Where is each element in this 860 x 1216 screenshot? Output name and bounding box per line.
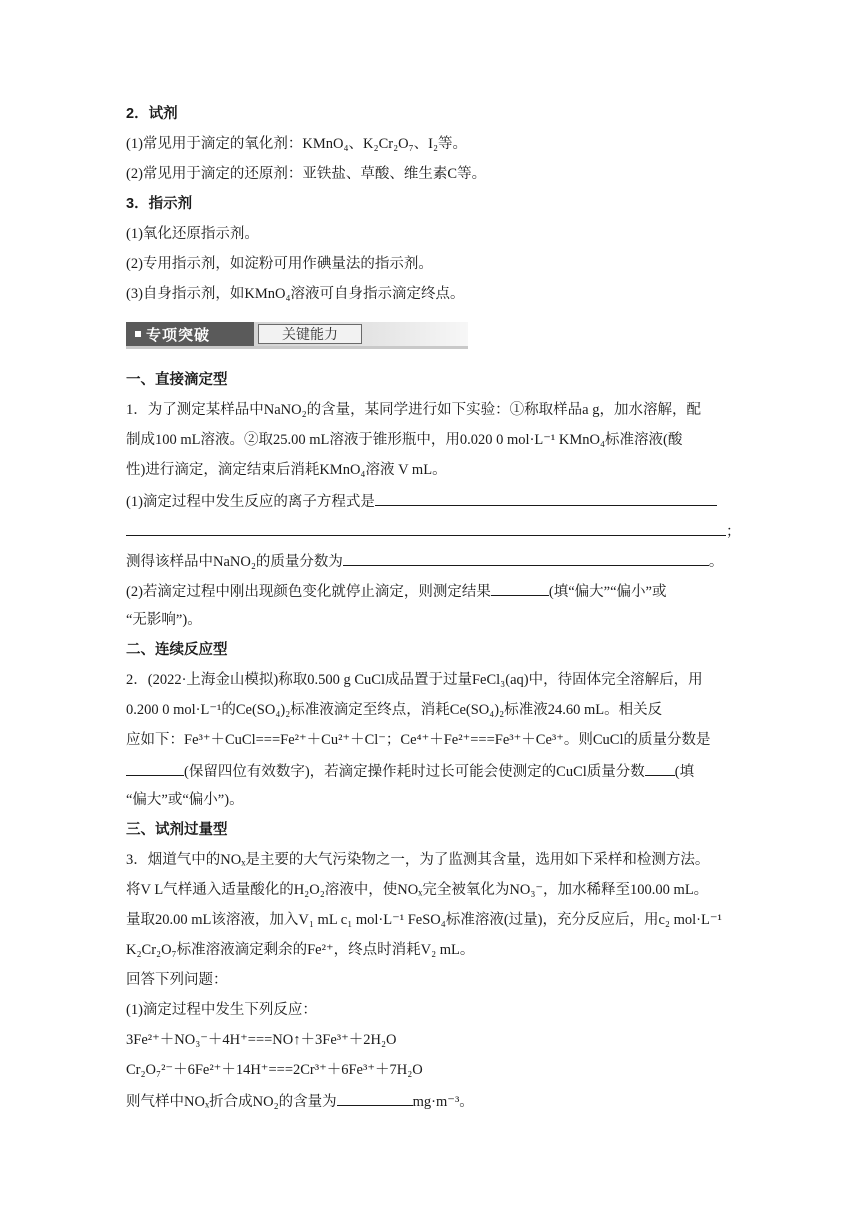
indicator-item-2: (2)专用指示剂，如淀粉可用作碘量法的指示剂。 <box>126 256 433 272</box>
q2-line-3: 应如下：Fe³⁺＋CuCl===Fe²⁺＋Cu²⁺＋Cl⁻；Ce⁴⁺＋Fe²⁺===Fe³⁺＋Ce³⁺。则CuCl的质量分数是 <box>126 732 711 748</box>
q3-line-3: 量取20.00 mL该溶液，加入V₁ mL c₁ mol·L⁻¹ FeSO₄标准溶液(过量)，充分反应后，用c₂ mol·L⁻¹ <box>126 912 722 928</box>
q2-line-4 <box>126 760 694 782</box>
q2-line-2: 0.200 0 mol·L⁻¹的Ce(SO₄)₂标准液滴定至终点，消耗Ce(SO₄)₂标准液24.60 mL。相关反 <box>126 702 663 718</box>
indicator-item-1: (1)氧化还原指示剂。 <box>126 226 259 242</box>
answer-blank[interactable] <box>343 550 709 566</box>
q1-line-2: 制成100 mL溶液。②取25.00 mL溶液于锥形瓶中，用0.020 0 mol·L⁻¹ KMnO₄标准溶液(酸 <box>126 432 683 448</box>
banner-subtitle: 关键能力 <box>282 326 338 342</box>
q2-fill: (填 <box>674 764 695 780</box>
part2-heading: 二、连续反应型 <box>126 642 228 658</box>
q3-result-unit: mg·m⁻³。 <box>412 1094 474 1110</box>
answer-blank[interactable] <box>337 1090 413 1106</box>
part3-heading: 三、试剂过量型 <box>126 822 228 838</box>
q3-line-4: K₂Cr₂O₇标准溶液滴定剩余的Fe²⁺，终点时消耗V₂ mL。 <box>126 942 475 958</box>
q1-sub2-line <box>126 580 666 602</box>
q2-line-1: 2．(2022·上海金山模拟)称取0.500 g CuCl成品置于过量FeCl₃(aq)中，待固体完全溶解后，用 <box>126 672 703 688</box>
answer-blank[interactable] <box>126 760 184 776</box>
q1-mass-line <box>126 550 723 572</box>
banner-dark-block <box>126 322 254 346</box>
q3-line-1: 3．烟道气中的NOₓ是主要的大气污染物之一，为了监测其含量，选用如下采样和检测方法。 <box>126 852 710 868</box>
section-heading-indicators: 3．指示剂 <box>126 196 193 212</box>
q3-line-2: 将V L气样通入适量酸化的H₂O₂溶液中，使NOₓ完全被氧化为NO₃⁻，加水稀释至100.00 mL。 <box>126 882 709 898</box>
q2-line-5: “偏大”或“偏小”)。 <box>126 792 244 808</box>
section-heading-reagents: 2．试剂 <box>126 106 178 122</box>
equation-2: Cr₂O₇²⁻＋6Fe²⁺＋14H⁺===2Cr³⁺＋6Fe³⁺＋7H₂O <box>126 1062 423 1078</box>
q1-continuation-line <box>126 520 741 542</box>
banner-shadow <box>126 346 468 349</box>
banner-tag <box>258 324 362 344</box>
part1-heading: 一、直接滴定型 <box>126 372 228 388</box>
indicator-item-3: (3)自身指示剂，如KMnO₄溶液可自身指示滴定终点。 <box>126 286 465 302</box>
q1-line-3: 性)进行滴定，滴定结束后消耗KMnO₄溶液 V mL。 <box>126 462 447 478</box>
answer-blank[interactable] <box>491 580 549 596</box>
q3-result-text: 则气样中NOₓ折合成NO₂的含量为 <box>126 1094 337 1110</box>
q3-answer-prompt: 回答下列问题： <box>126 972 228 988</box>
q1-sub2-end: “无影响”)。 <box>126 612 202 628</box>
reductant-line: (2)常见用于滴定的还原剂：亚铁盐、草酸、维生素C等。 <box>126 166 487 182</box>
q3-sub1: (1)滴定过程中发生下列反应： <box>126 1002 317 1018</box>
q1-mass-text: 测得该样品中NaNO₂的质量分数为 <box>126 554 343 570</box>
oxidant-line: (1)常见用于滴定的氧化剂：KMnO₄、K₂Cr₂O₇、I₂等。 <box>126 136 468 152</box>
q1-period: 。 <box>708 554 724 570</box>
banner-title: 专项突破 <box>146 327 211 344</box>
q3-result-line <box>126 1090 474 1112</box>
q1-sub1-line <box>126 490 717 512</box>
q1-sub1-text: (1)滴定过程中发生反应的离子方程式是 <box>126 494 375 510</box>
q1-line-1: 1．为了测定某样品中NaNO₂的含量，某同学进行如下实验：①称取样品a g，加水溶解，配 <box>126 402 701 418</box>
q1-sub2-text: (2)若滴定过程中刚出现颜色变化就停止滴定，则测定结果 <box>126 584 491 600</box>
section-banner <box>126 322 468 350</box>
q2-text: (保留四位有效数字)，若滴定操作耗时过长可能会使测定的CuCl质量分数 <box>184 764 645 780</box>
equation-1: 3Fe²⁺＋NO₃⁻＋4H⁺===NO↑＋3Fe³⁺＋2H₂O <box>126 1032 397 1048</box>
square-bullet-icon <box>135 331 141 337</box>
answer-blank[interactable] <box>126 520 726 536</box>
answer-blank[interactable] <box>375 490 717 506</box>
q1-semicolon: ； <box>726 524 741 540</box>
answer-blank[interactable] <box>645 760 675 776</box>
q1-sub2-options: (填“偏大”“偏小”或 <box>548 584 667 600</box>
